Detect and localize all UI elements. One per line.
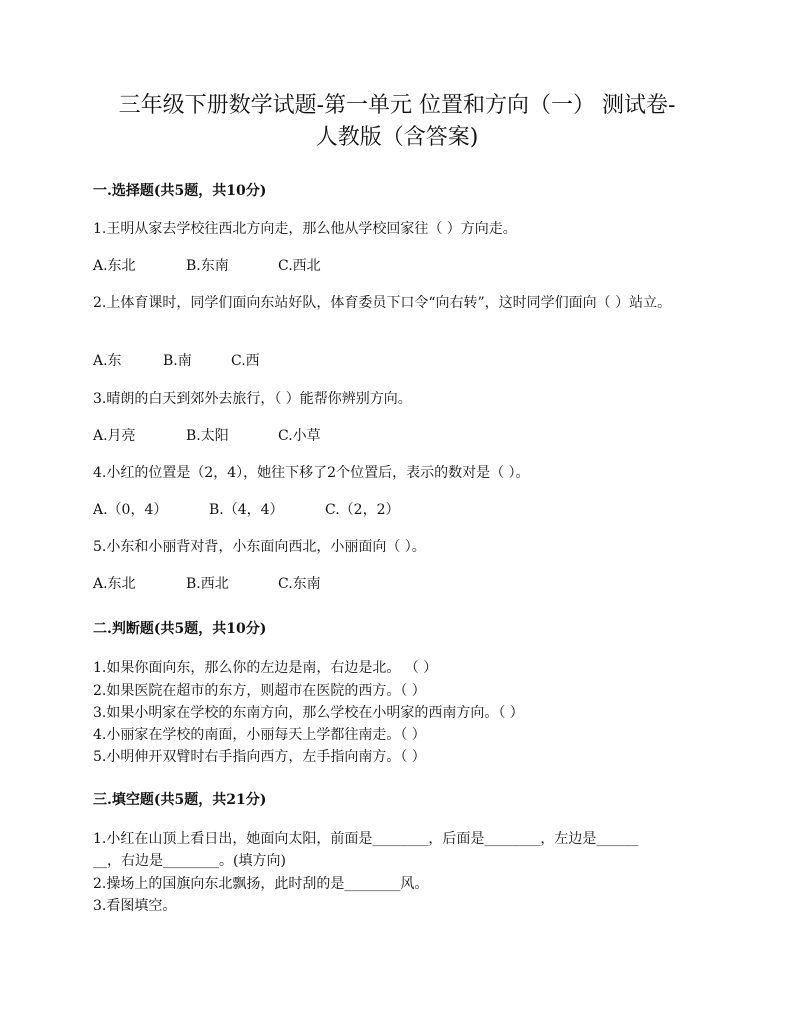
option-a: A.东北 xyxy=(93,576,136,592)
option-b: B.东南 xyxy=(186,258,229,274)
judgement-item-3: 3.如果小明家在学校的东南方向，那么学校在小明家的西南方向。（ ） xyxy=(93,705,524,721)
section-heading-choice: 一.选择题(共5题，共10分) xyxy=(93,183,267,199)
option-a: A.东北 xyxy=(93,258,136,274)
question-2-options xyxy=(93,350,260,372)
option-c: C.西北 xyxy=(278,258,321,274)
fill-question-2: 2.操场上的国旗向东北飘扬，此时刮的是________风。 xyxy=(93,876,429,892)
question-3: 3.晴朗的白天到郊外去旅行，（ ）能帮你辨别方向。 xyxy=(93,391,412,407)
option-c: C.东南 xyxy=(278,576,321,592)
question-1: 1.王明从家去学校往西北方向走，那么他从学校回家往（ ）方向走。 xyxy=(93,221,517,237)
document-title xyxy=(60,90,734,154)
judgement-item-1: 1.如果你面向东，那么你的左边是南，右边是北。 （ ） xyxy=(93,660,438,676)
option-b: B.南 xyxy=(163,353,192,369)
question-3-options xyxy=(93,425,321,447)
option-b: B.西北 xyxy=(186,576,229,592)
fill-question-1-line-2: __，右边是________。(填方向) xyxy=(93,853,286,869)
option-a: A.（0，4） xyxy=(93,502,168,518)
section-heading-fill-blank: 三.填空题(共5题，共21分) xyxy=(93,792,267,808)
option-b: B.太阳 xyxy=(186,428,229,444)
option-a: A.月亮 xyxy=(93,428,136,444)
judgement-item-2: 2.如果医院在超市的东方，则超市在医院的西方。（ ） xyxy=(93,683,426,699)
title-line-2: 人教版（含答案) xyxy=(315,125,479,150)
question-5-options xyxy=(93,573,321,595)
question-2: 2.上体育课时，同学们面向东站好队，体育委员下口令“向右转”，这时同学们面向（ ）站立。 xyxy=(93,295,672,311)
question-5: 5.小东和小丽背对背，小东面向西北，小丽面向（ ）。 xyxy=(93,539,426,555)
question-1-options xyxy=(93,255,321,277)
section-heading-judgement: 二.判断题(共5题，共10分) xyxy=(93,621,267,637)
option-b: B.（4，4） xyxy=(209,502,284,518)
question-4-options xyxy=(93,499,399,521)
option-c: C.（2，2） xyxy=(325,502,400,518)
option-c: C.小草 xyxy=(278,428,321,444)
judgement-item-4: 4.小丽家在学校的南面，小丽每天上学都往南走。（ ） xyxy=(93,727,426,743)
fill-question-1-line-1: 1.小红在山顶上看日出，她面向太阳，前面是________，后面是________，左边是______ xyxy=(93,831,639,847)
option-c: C.西 xyxy=(231,353,260,369)
title-line-1: 三年级下册数学试题-第一单元 位置和方向（一） 测试卷- xyxy=(118,93,676,118)
fill-question-3: 3.看图填空。 xyxy=(93,898,177,914)
option-a: A.东 xyxy=(93,353,122,369)
question-4: 4.小红的位置是（2，4），她往下移了2个位置后，表示的数对是（ ）。 xyxy=(93,465,530,481)
judgement-item-5: 5.小明伸开双臂时右手指向西方，左手指向南方。（ ） xyxy=(93,749,426,765)
